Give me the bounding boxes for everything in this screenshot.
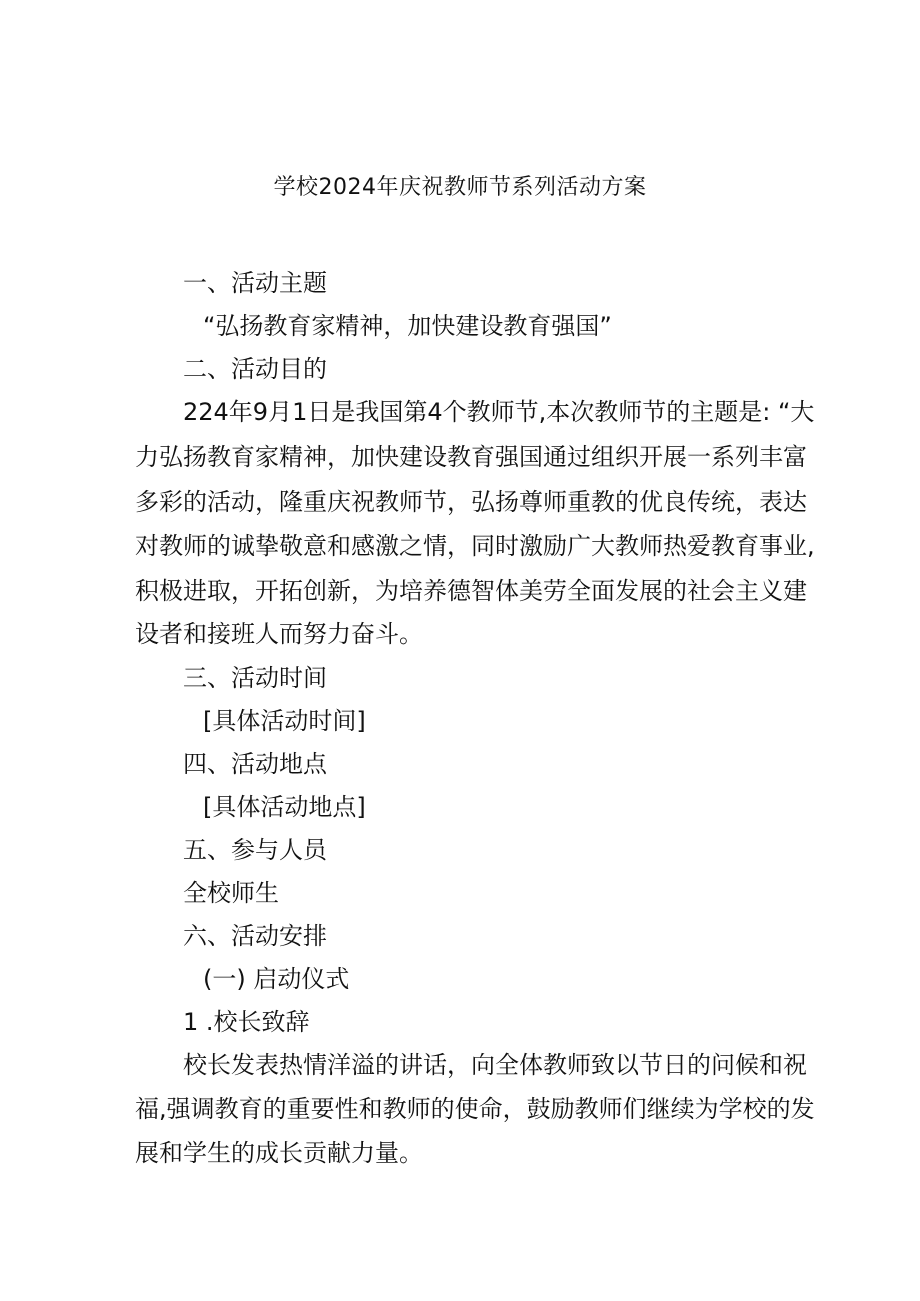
section-heading-schedule: 六、活动安排: [183, 922, 327, 950]
participants-text: 全校师生: [183, 879, 279, 907]
schedule-subheading: (一) 启动仪式: [203, 965, 350, 993]
section-heading-location: 四、活动地点: [183, 750, 327, 778]
purpose-paragraph-line: 积极进取，开拓创新，为培养德智体美劳全面发展的社会主义建: [135, 577, 807, 605]
section-heading-participants: 五、参与人员: [183, 836, 327, 864]
purpose-paragraph-line: 224年9月1日是我国第4个教师节,本次教师节的主题是: “大: [183, 398, 815, 426]
section-heading-purpose: 二、活动目的: [183, 355, 327, 383]
speech-paragraph-line: 展和学生的成长贡献力量。: [135, 1139, 423, 1167]
time-placeholder: [具体活动时间]: [203, 707, 366, 735]
schedule-item: 1 .校长致辞: [183, 1008, 310, 1036]
purpose-paragraph-line: 多彩的活动，隆重庆祝教师节，弘扬尊师重教的优良传统，表达: [135, 488, 807, 516]
location-placeholder: [具体活动地点]: [203, 793, 366, 821]
theme-text: “弘扬教育家精神，加快建设教育强国”: [203, 312, 612, 340]
speech-paragraph-line: 福,强调教育的重要性和教师的使命，鼓励教师们继续为学校的发: [135, 1095, 815, 1123]
purpose-paragraph-line: 对教师的诚挚敬意和感激之情，同时激励广大教师热爱教育事业,: [135, 532, 815, 560]
section-heading-time: 三、活动时间: [183, 664, 327, 692]
purpose-paragraph-line: 设者和接班人而努力奋斗。: [135, 620, 423, 648]
document-title: 学校2024年庆祝教师节系列活动方案: [273, 175, 647, 200]
speech-paragraph-line: 校长发表热情洋溢的讲话，向全体教师致以节日的问候和祝: [183, 1051, 807, 1079]
section-heading-theme: 一、活动主题: [183, 269, 327, 297]
purpose-paragraph-line: 力弘扬教育家精神，加快建设教育强国通过组织开展一系列丰富: [135, 443, 807, 471]
